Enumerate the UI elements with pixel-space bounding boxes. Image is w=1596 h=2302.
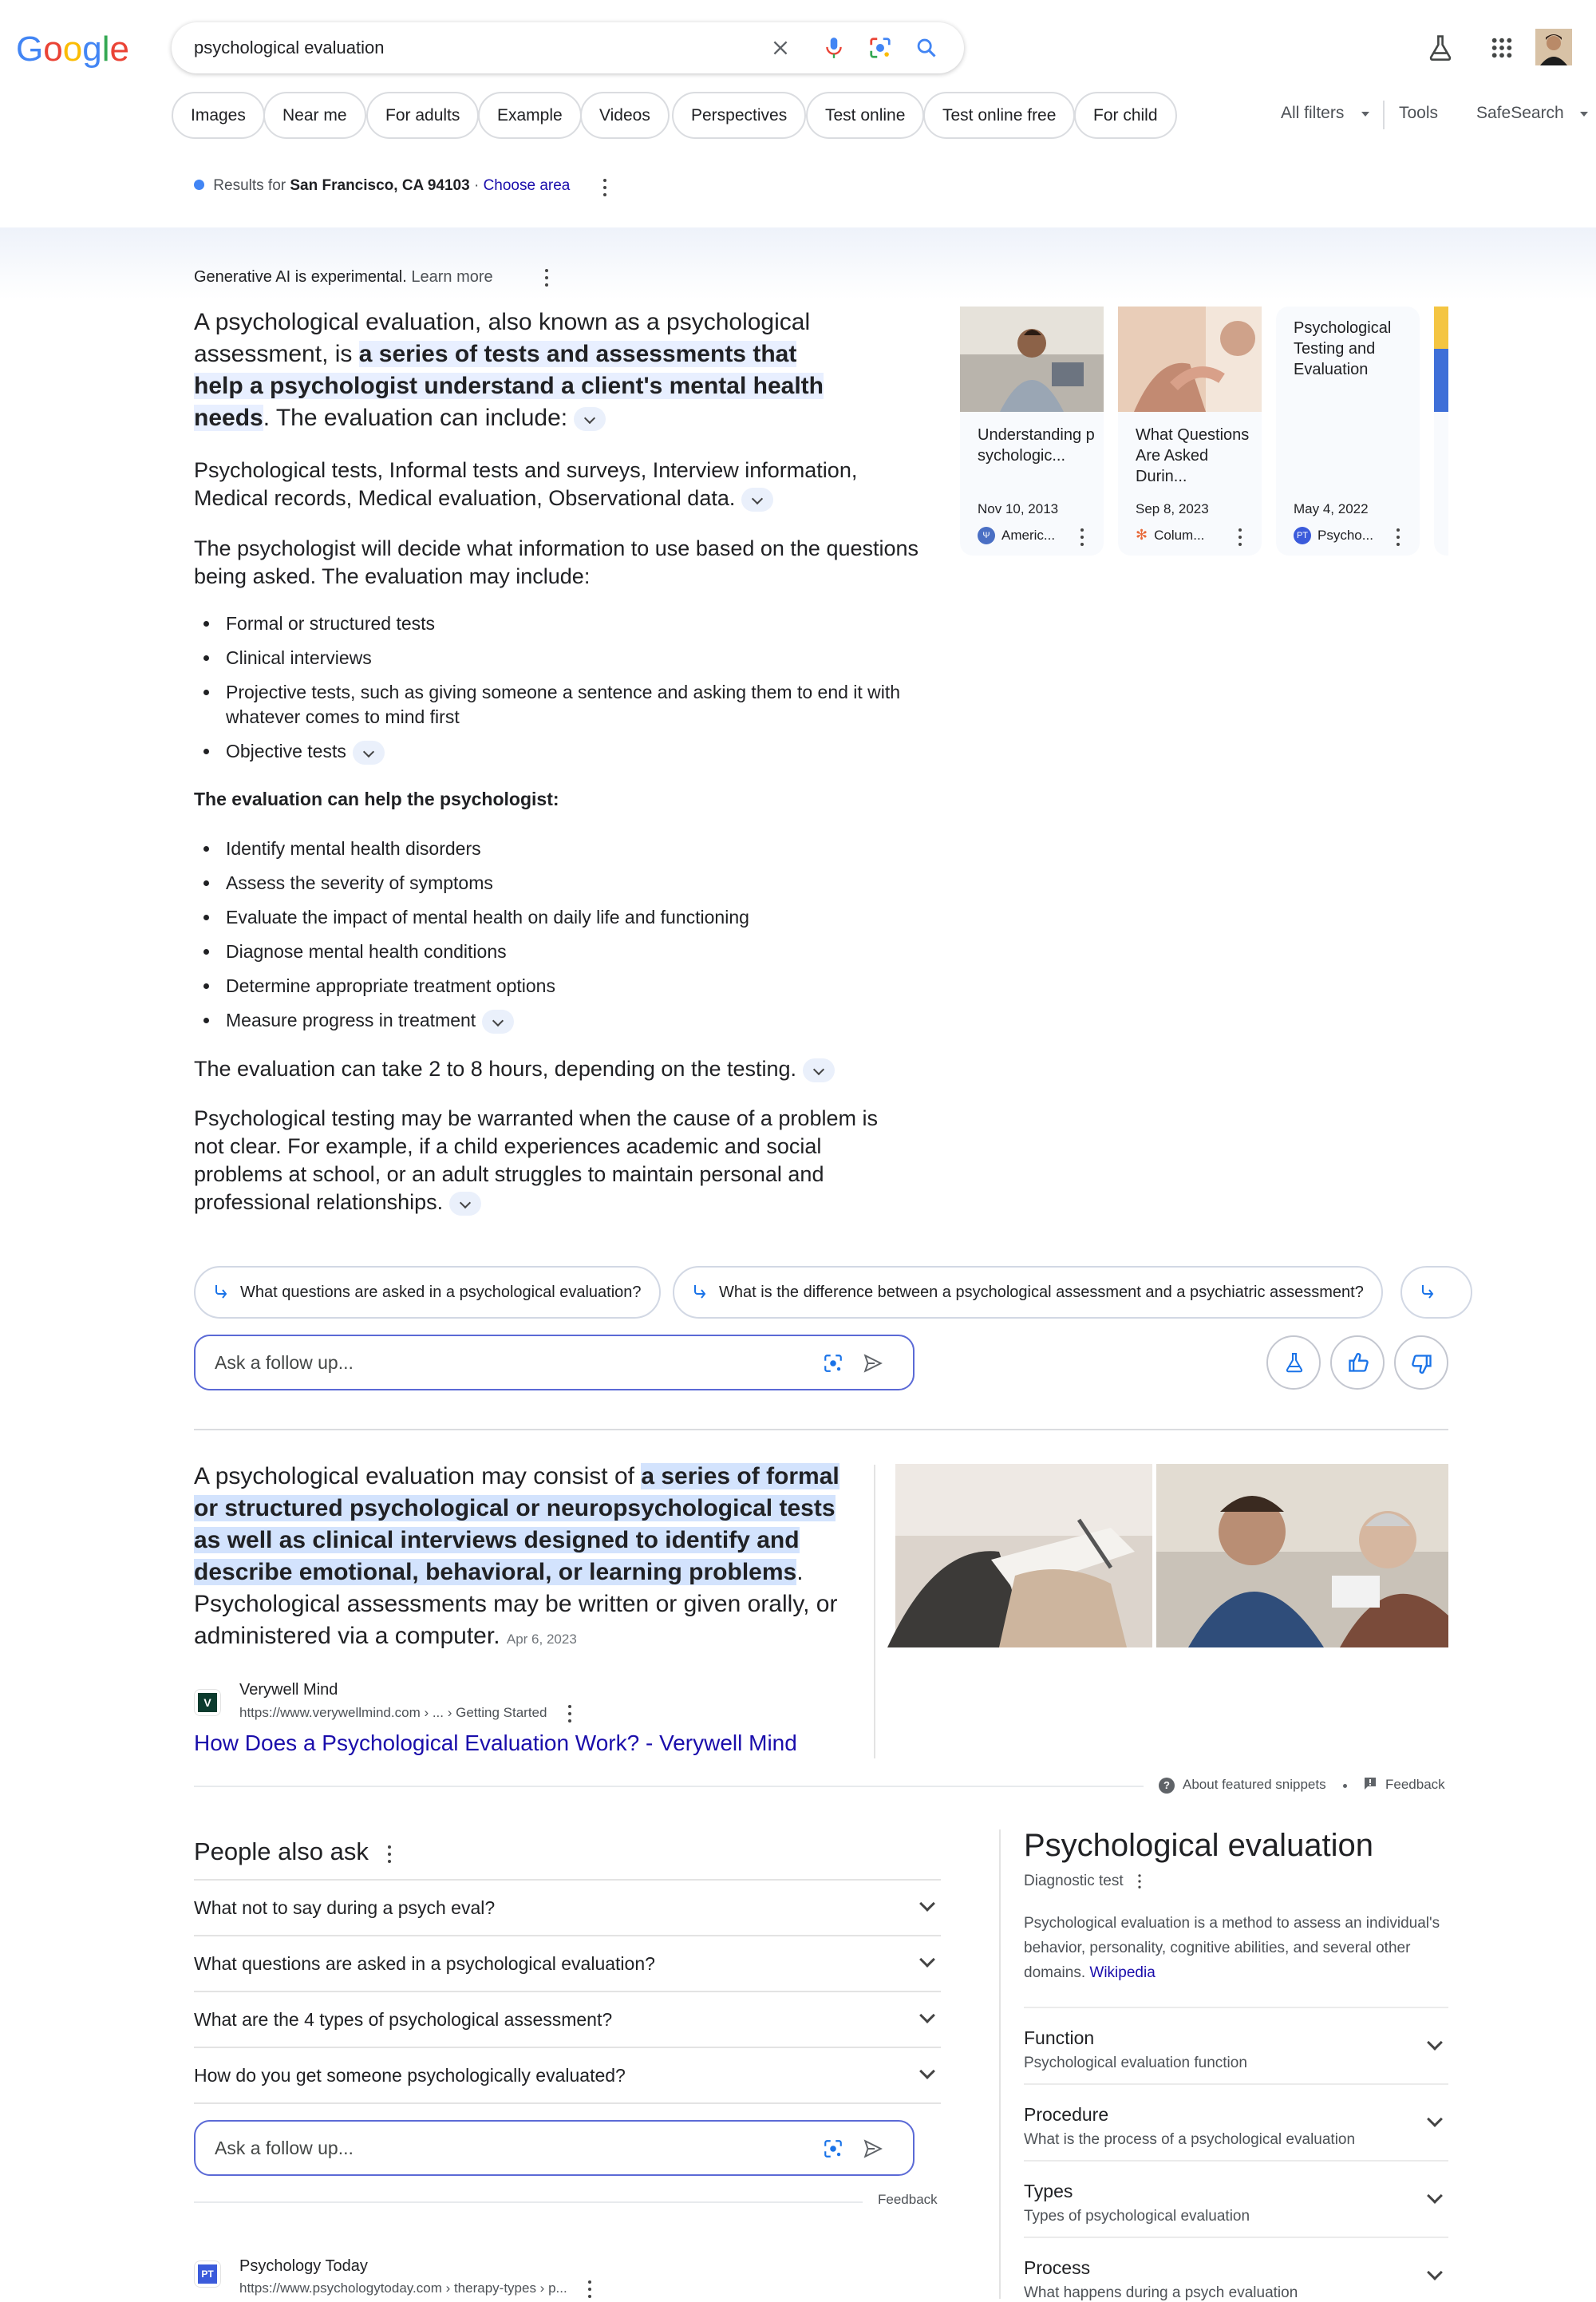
columbia-favicon-icon: ✻	[1136, 527, 1148, 543]
expand-source-button[interactable]	[574, 407, 606, 431]
paa-footer-divider	[194, 2201, 863, 2203]
knowledge-title: Psychological evaluation	[1024, 1828, 1374, 1863]
knowledge-more-icon[interactable]	[1138, 1874, 1142, 1889]
card-source: PT Psycho...	[1294, 527, 1373, 544]
ai-p4-text: The evaluation can take 2 to 8 hours, depending on the testing.	[194, 1057, 797, 1081]
caret-down-icon	[1360, 110, 1371, 118]
search-box[interactable]	[172, 22, 964, 73]
apa-favicon-icon: Ψ	[978, 527, 995, 544]
caret-down-icon	[1578, 110, 1590, 118]
ai-paragraph-3	[194, 535, 928, 591]
chip-perspectives[interactable]: Perspectives	[672, 92, 806, 139]
followup-pill[interactable]: What questions are asked in a psychological evaluation?	[194, 1266, 661, 1319]
source-card[interactable]	[1276, 307, 1420, 556]
choose-area-link[interactable]: Choose area	[483, 177, 571, 194]
search-icon[interactable]	[912, 34, 941, 62]
labs-flask-icon	[1284, 1352, 1305, 1373]
search-input[interactable]	[194, 34, 737, 62]
tools-button[interactable]: Tools	[1399, 104, 1439, 122]
lens-icon[interactable]	[866, 34, 895, 62]
location-prefix: Results for	[213, 177, 286, 194]
chevron-down-icon	[1427, 2035, 1443, 2051]
snippet-site-name[interactable]: Verywell Mind	[239, 1681, 338, 1699]
snippet-vertical-divider	[874, 1465, 875, 1758]
card-source: ✻ Colum...	[1136, 527, 1205, 543]
ai-p2-text: Psychological tests, Informal tests and surveys, Interview information, Medical records, Medical evaluation, Observational data.	[194, 458, 858, 510]
chevron-down-icon	[919, 2007, 935, 2023]
card-title: Psychological Testing and Evaluation	[1294, 319, 1392, 378]
send-icon[interactable]	[863, 1353, 883, 1374]
list-item: Clinical interviews	[194, 646, 912, 670]
chevron-down-icon	[1427, 2188, 1443, 2204]
card-thumbnail	[960, 307, 1104, 412]
list-item: Evaluate the impact of mental health on daily life and functioning	[194, 905, 912, 930]
list-item: Diagnose mental health conditions	[194, 939, 912, 964]
card-more-icon[interactable]	[1396, 528, 1400, 546]
snippet-date: Apr 6, 2023	[506, 1632, 577, 1647]
ai-list-1	[194, 611, 912, 774]
learn-more-link[interactable]: Learn more	[411, 268, 493, 286]
chip-example[interactable]: Example	[478, 92, 582, 139]
knowledge-row[interactable]: Process What happens during a psych evaluation	[1024, 2237, 1448, 2299]
chip-near-me[interactable]: Near me	[263, 92, 366, 139]
location-dot-icon	[194, 180, 204, 190]
list-item: Identify mental health disorders	[194, 837, 912, 861]
snippet-title-link[interactable]: How Does a Psychological Evaluation Work? - Verywell Mind	[194, 1730, 797, 1755]
chip-test-online-free[interactable]: Test online free	[923, 92, 1075, 139]
ai-overview-shadow	[0, 227, 1596, 299]
snippet-image-2[interactable]	[1156, 1464, 1448, 1647]
reply-arrow-icon	[692, 1284, 708, 1299]
location-place: San Francisco, CA 94103	[290, 177, 470, 194]
chevron-down-icon	[919, 2063, 935, 2079]
paa-question[interactable]: What are the 4 types of psychological assessment?	[194, 1991, 941, 2047]
labs-flask-icon[interactable]	[1424, 32, 1456, 64]
source-card[interactable]	[960, 307, 1104, 556]
svg-text:Google: Google	[16, 30, 129, 69]
expand-source-button[interactable]	[449, 1192, 481, 1216]
card-source: Ψ Americ...	[978, 527, 1055, 544]
location-separator: ·	[473, 177, 480, 194]
list-item: Formal or structured tests	[194, 611, 912, 636]
chevron-down-icon	[919, 1896, 935, 1912]
paa-question[interactable]: How do you get someone psychologically evaluated?	[194, 2047, 941, 2102]
knowledge-row[interactable]: Procedure What is the process of a psychological evaluation	[1024, 2083, 1448, 2160]
section-divider	[194, 1429, 1448, 1430]
labs-feedback-button[interactable]	[1266, 1335, 1321, 1390]
snippet-more-icon[interactable]	[567, 1705, 572, 1723]
knowledge-row[interactable]: Types Types of psychological evaluation	[1024, 2160, 1448, 2237]
paa-more-icon[interactable]	[387, 1845, 392, 1863]
dot-separator	[1343, 1784, 1347, 1788]
expand-source-button[interactable]	[353, 741, 385, 765]
chevron-down-icon	[1427, 2111, 1443, 2127]
chevron-down-icon	[1427, 2264, 1443, 2280]
thumbs-down-icon	[1411, 1353, 1433, 1375]
ai-heading-2: The evaluation can help the psychologist:	[194, 789, 559, 809]
list-item: Assess the severity of symptoms	[194, 871, 912, 896]
card-title: Understanding psychologic...	[978, 426, 1095, 465]
all-filters-button[interactable]	[1281, 104, 1371, 123]
ask-followup-placeholder: Ask a follow up...	[215, 1352, 354, 1373]
list-item: Determine appropriate treatment options	[194, 974, 912, 999]
result-more-icon[interactable]	[587, 2280, 592, 2298]
card-date: May 4, 2022	[1294, 501, 1369, 516]
source-card-partial[interactable]	[1434, 307, 1448, 556]
knowledge-row[interactable]: Function Psychological evaluation function	[1024, 2007, 1448, 2083]
ai-p5-text: Psychological testing may be warranted when the cause of a problem is not clear. For example, if a child experiences academic and social problems at school, or an adult struggles to maintain personal and professional relationships.	[194, 1106, 878, 1214]
paa-question[interactable]: What questions are asked in a psychological evaluation?	[194, 1935, 941, 1991]
ask-followup-placeholder: Ask a follow up...	[215, 2138, 354, 2158]
source-card[interactable]	[1118, 307, 1262, 556]
chevron-down-icon	[919, 1952, 935, 1968]
microphone-icon[interactable]	[820, 34, 848, 62]
help-icon: ?	[1159, 1778, 1175, 1794]
snippet-url[interactable]: https://www.verywellmind.com › ... › Getting Started	[239, 1705, 547, 1720]
thumbs-up-icon	[1347, 1351, 1369, 1374]
ai-intro-b: . The evaluation can include:	[263, 405, 568, 431]
expand-source-button[interactable]	[741, 488, 773, 512]
snippet-text-a: A psychological evaluation may consist of	[194, 1463, 642, 1489]
card-title: What Questions Are Asked Durin...	[1136, 426, 1250, 485]
apps-grid-icon[interactable]	[1486, 32, 1518, 64]
snippet-text	[194, 1461, 856, 1655]
card-date: Sep 8, 2023	[1136, 501, 1209, 516]
chip-videos[interactable]: Videos	[580, 92, 670, 139]
chip-for-child[interactable]: For child	[1074, 92, 1177, 139]
snippet-highlight: a series of formal or structured psychological or neuropsychological tests as well as clinical interviews designed to identify and describe emotional, behavioral, or learning problems	[194, 1463, 839, 1585]
snippet-image-1[interactable]	[895, 1464, 1152, 1647]
chip-for-adults[interactable]: For adults	[366, 92, 479, 139]
paa-bottom-border	[194, 2102, 941, 2104]
knowledge-panel-border	[999, 1829, 1001, 2299]
about-featured-snippets[interactable]: ? About featured snippets	[1159, 1777, 1326, 1794]
toolbar-divider	[1383, 101, 1385, 129]
ai-paragraph-5	[194, 1105, 904, 1216]
ai-paragraph-4	[194, 1055, 912, 1083]
snippet-feedback-button[interactable]: Feedback	[1363, 1777, 1445, 1793]
paa-ask-followup-box[interactable]	[194, 2120, 915, 2176]
safesearch-button[interactable]	[1476, 104, 1590, 123]
card-date: Nov 10, 2013	[978, 501, 1059, 516]
send-icon[interactable]	[863, 2138, 883, 2159]
psychology-today-favicon-icon: PT	[1294, 527, 1311, 544]
knowledge-subtitle: Diagnostic test	[1024, 1873, 1124, 1889]
result-site-name[interactable]: Psychology Today	[239, 2257, 368, 2275]
list-item: Objective tests	[194, 739, 912, 765]
psychology-today-favicon-icon: PT	[194, 2260, 221, 2288]
location-more-icon[interactable]	[602, 179, 607, 196]
snippet-footer-divider	[194, 1786, 1144, 1787]
ai-p3-text: The psychologist will decide what information to use based on the questions being asked. The evaluation may include:	[194, 536, 919, 588]
list-item: Projective tests, such as giving someone a sentence and asking them to end it with whatever comes to mind first	[194, 680, 912, 730]
feedback-flag-icon	[1363, 1777, 1377, 1791]
card-thumbnail	[1118, 307, 1262, 412]
chip-images[interactable]: Images	[172, 92, 265, 139]
knowledge-description-text: Psychological evaluation is a method to assess an individual's behavior, personality, cognitive abilities, and several other domains.	[1024, 1915, 1440, 1981]
expand-source-button[interactable]	[803, 1058, 835, 1082]
ai-list-2	[194, 837, 912, 1043]
chip-test-online[interactable]: Test online	[806, 92, 924, 139]
ai-intro-a: A psychological evaluation, also known as a psychological assessment, is	[194, 309, 811, 367]
expand-source-button[interactable]	[482, 1010, 514, 1034]
result-url[interactable]: https://www.psychologytoday.com › therapy-types › p...	[239, 2280, 567, 2296]
ai-intro-paragraph	[194, 307, 848, 434]
paa-feedback-button[interactable]: Feedback	[878, 2192, 938, 2207]
clear-icon[interactable]	[766, 34, 795, 62]
reply-arrow-icon	[213, 1284, 229, 1299]
ai-more-icon[interactable]	[544, 269, 549, 287]
ai-disclaimer-bold: Generative AI is experimental.	[194, 268, 407, 286]
ai-intro-highlight: a series of tests and assessments that help a psychologist understand a client's mental health needs	[194, 341, 824, 431]
paa-question[interactable]: What not to say during a psych eval?	[194, 1879, 941, 1935]
paa-title: People also ask	[194, 1837, 369, 1865]
knowledge-description	[1024, 1911, 1448, 1985]
location-line	[194, 177, 570, 195]
all-filters-label: All filters	[1281, 104, 1345, 122]
wikipedia-link[interactable]: Wikipedia	[1089, 1964, 1156, 1981]
list-item: Measure progress in treatment	[194, 1008, 912, 1034]
safesearch-label: SafeSearch	[1476, 104, 1564, 122]
account-avatar[interactable]	[1535, 29, 1572, 65]
ai-paragraph-2	[194, 457, 928, 512]
thumbs-down-button[interactable]	[1394, 1335, 1448, 1390]
ask-followup-box[interactable]	[194, 1335, 915, 1390]
snippet-text-b: . Psychological assessments may be written or given orally, or administered via a computer.	[194, 1559, 838, 1649]
followup-pills-strip	[194, 1266, 1448, 1322]
card-more-icon[interactable]	[1080, 528, 1084, 546]
card-more-icon[interactable]	[1238, 528, 1242, 546]
lens-icon[interactable]	[823, 2138, 843, 2159]
thumbs-up-button[interactable]	[1330, 1335, 1385, 1390]
lens-icon[interactable]	[823, 1353, 843, 1374]
followup-pill[interactable]: What is the difference between a psychological assessment and a psychiatric assessment?	[673, 1266, 1383, 1319]
google-logo[interactable]	[16, 29, 129, 69]
reply-arrow-icon	[1420, 1284, 1436, 1299]
ai-disclaimer	[194, 268, 493, 287]
followup-pill-partial[interactable]	[1400, 1266, 1472, 1319]
verywell-favicon-icon: V	[194, 1689, 221, 1716]
